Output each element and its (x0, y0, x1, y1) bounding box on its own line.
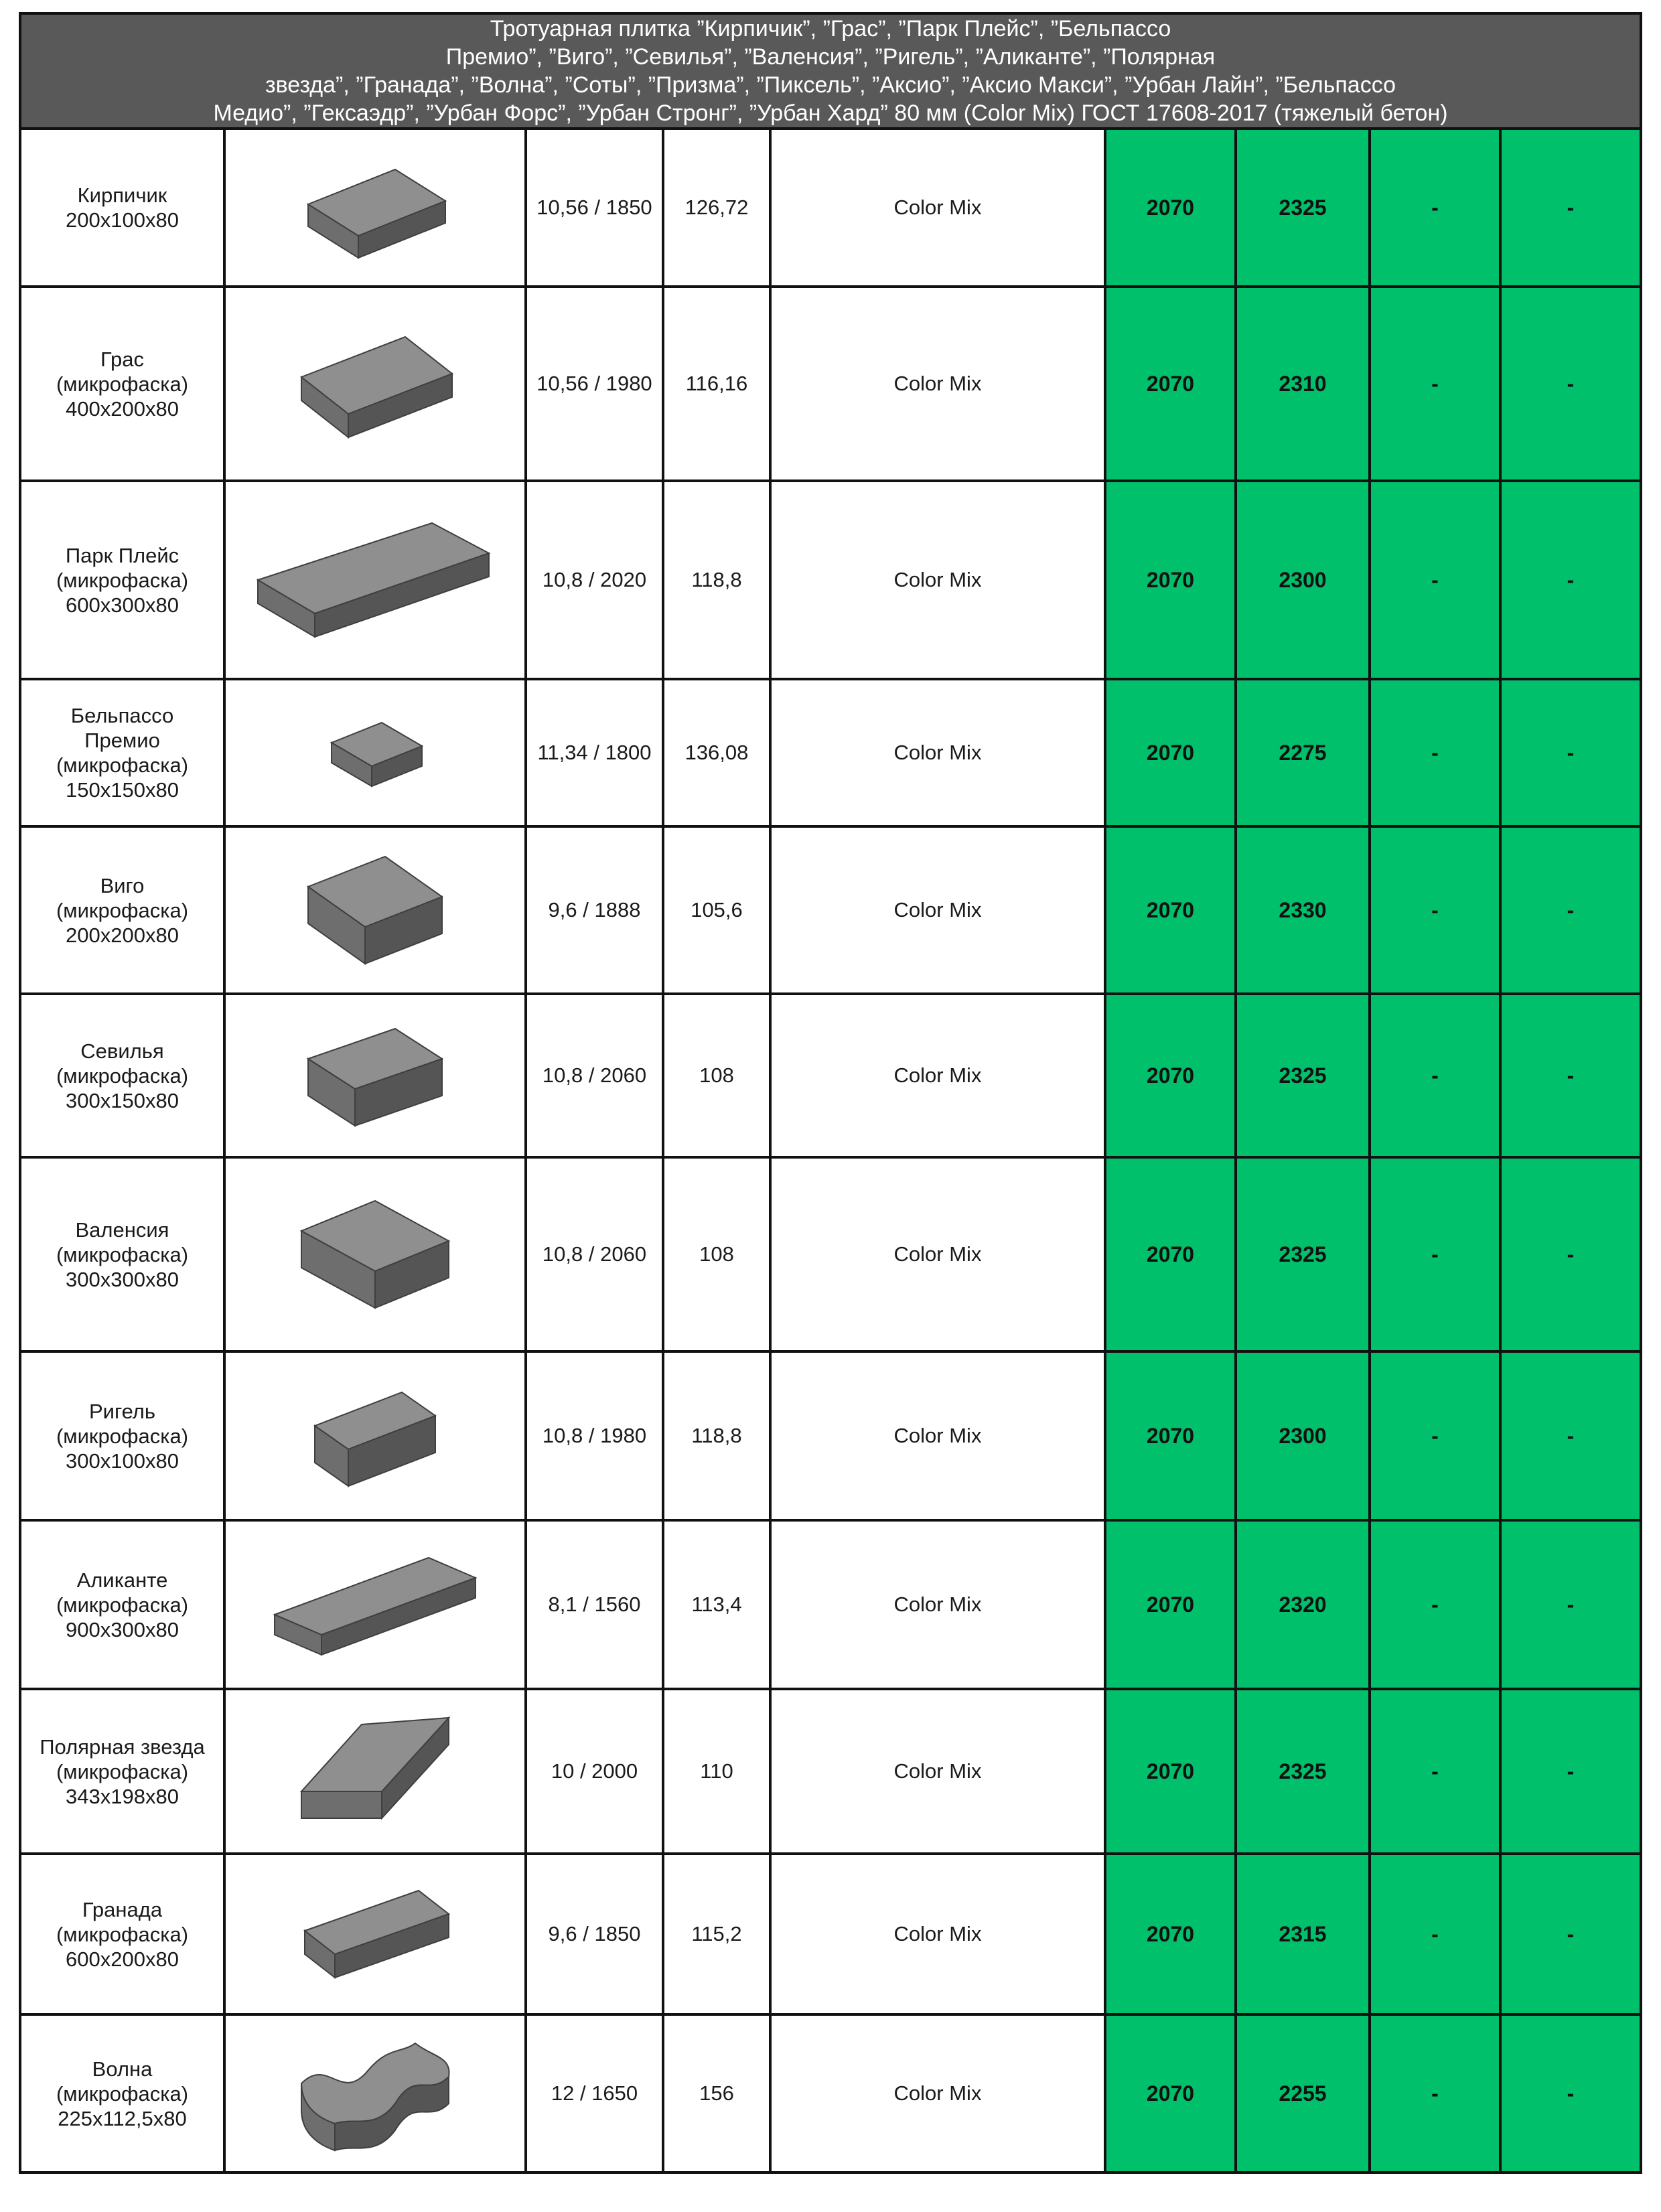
weight-cell: 10,56 / 1850 (526, 129, 663, 287)
product-name-cell (20, 287, 224, 481)
valencia-tile-icon (226, 1187, 524, 1321)
price-cell-1: 2070 (1105, 2014, 1236, 2172)
price-cell-4: - (1500, 1157, 1641, 1351)
table-row (20, 481, 1641, 679)
weight-cell: 10,8 / 2060 (526, 1157, 663, 1351)
product-name-line: 150x150x80 (66, 778, 179, 802)
product-image-cell (224, 826, 526, 994)
price-cell-2: 2315 (1236, 1854, 1370, 2014)
product-image-cell (224, 1351, 526, 1520)
price-cell-4: - (1500, 1854, 1641, 2014)
price-cell-2: 2330 (1236, 826, 1370, 994)
price-cell-3: - (1370, 826, 1500, 994)
product-name-line: (микрофаска) (56, 372, 189, 396)
color-cell: Color Mix (770, 2014, 1105, 2172)
weight-cell: 10,56 / 1980 (526, 287, 663, 481)
price-cell-4: - (1500, 679, 1641, 826)
product-name-cell (20, 1689, 224, 1854)
product-name-line: (микрофаска) (56, 2081, 189, 2106)
product-name-line: Севилья (80, 1039, 164, 1063)
color-cell: Color Mix (770, 679, 1105, 826)
quantity-cell: 108 (663, 1157, 770, 1351)
color-cell: Color Mix (770, 1351, 1105, 1520)
product-name-line: Бельпассо (70, 704, 174, 727)
weight-cell: 10,8 / 2060 (526, 994, 663, 1157)
price-cell-1: 2070 (1105, 1520, 1236, 1689)
title-line: Премио”, ”Виго”, ”Севилья”, ”Валенсия”, ”Ригель”, ”Аликанте”, ”Полярная (445, 44, 1216, 70)
table-row (20, 994, 1641, 1157)
weight-cell: 8,1 / 1560 (526, 1520, 663, 1689)
price-cell-2: 2300 (1236, 481, 1370, 679)
quantity-cell: 108 (663, 994, 770, 1157)
table-row (20, 826, 1641, 994)
product-image-cell (224, 1854, 526, 2014)
product-image-cell (224, 287, 526, 481)
product-name-line: Гранада (82, 1897, 163, 1921)
color-cell: Color Mix (770, 1854, 1105, 2014)
table-row (20, 1854, 1641, 2014)
price-cell-1: 2070 (1105, 1351, 1236, 1520)
price-cell-3: - (1370, 481, 1500, 679)
price-cell-1: 2070 (1105, 826, 1236, 994)
product-name-line: 300x300x80 (66, 1267, 179, 1291)
product-name-cell (20, 1351, 224, 1520)
table-row (20, 2014, 1641, 2172)
product-image-cell (224, 679, 526, 826)
product-name-line: Полярная звезда (40, 1735, 205, 1759)
product-name-line: 400x200x80 (66, 396, 179, 421)
product-name-line: (микрофаска) (56, 1242, 189, 1266)
weight-cell: 10,8 / 1980 (526, 1351, 663, 1520)
product-name-line: (микрофаска) (56, 568, 189, 592)
table-title (20, 13, 1641, 129)
price-cell-1: 2070 (1105, 1689, 1236, 1854)
price-cell-2: 2325 (1236, 1157, 1370, 1351)
table-header-row (20, 13, 1641, 129)
belpasso-tile-icon (226, 706, 524, 800)
table-row (20, 1157, 1641, 1351)
price-cell-2: 2325 (1236, 994, 1370, 1157)
price-cell-2: 2275 (1236, 679, 1370, 826)
table-row (20, 1689, 1641, 1854)
weight-cell: 10 / 2000 (526, 1689, 663, 1854)
price-cell-1: 2070 (1105, 1157, 1236, 1351)
price-cell-3: - (1370, 1351, 1500, 1520)
price-table (19, 12, 1642, 2174)
product-name-cell (20, 129, 224, 287)
gras-tile-icon (226, 320, 524, 447)
color-cell: Color Mix (770, 129, 1105, 287)
quantity-cell: 115,2 (663, 1854, 770, 2014)
price-cell-4: - (1500, 1351, 1641, 1520)
price-cell-1: 2070 (1105, 994, 1236, 1157)
price-cell-3: - (1370, 1157, 1500, 1351)
sevilla-tile-icon (226, 1015, 524, 1136)
table-row (20, 1351, 1641, 1520)
product-name-line: Парк Плейс (65, 543, 179, 567)
price-cell-3: - (1370, 2014, 1500, 2172)
alicante-tile-icon (226, 1548, 524, 1662)
product-name-line: 600x300x80 (66, 593, 179, 617)
weight-cell: 9,6 / 1850 (526, 1854, 663, 2014)
price-cell-1: 2070 (1105, 1854, 1236, 2014)
price-cell-3: - (1370, 1854, 1500, 2014)
title-line: Медио”, ”Гексаэдр”, ”Урбан Форс”, ”Урбан Стронг”, ”Урбан Хард” 80 мм (Color Mix) ГОСТ 17608-2017 (тяжелый бетон) (213, 100, 1448, 126)
product-name-line: 200x100x80 (66, 208, 179, 232)
table-row (20, 1520, 1641, 1689)
vigo-tile-icon (226, 843, 524, 977)
price-cell-4: - (1500, 826, 1641, 994)
price-cell-3: - (1370, 994, 1500, 1157)
price-cell-2: 2325 (1236, 129, 1370, 287)
brick-tile-icon (226, 151, 524, 265)
price-cell-3: - (1370, 287, 1500, 481)
weight-cell: 11,34 / 1800 (526, 679, 663, 826)
color-cell: Color Mix (770, 287, 1105, 481)
color-cell: Color Mix (770, 994, 1105, 1157)
polar-star-tile-icon (226, 1704, 524, 1838)
product-image-cell (224, 1157, 526, 1351)
color-cell: Color Mix (770, 1157, 1105, 1351)
product-name-line: 343x198x80 (66, 1784, 179, 1808)
product-name-line: (микрофаска) (56, 753, 189, 777)
product-name-line: (микрофаска) (56, 1922, 189, 1946)
product-name-line: (микрофаска) (56, 1424, 189, 1448)
price-cell-4: - (1500, 481, 1641, 679)
product-name-cell (20, 1157, 224, 1351)
price-cell-2: 2310 (1236, 287, 1370, 481)
rigel-tile-icon (226, 1376, 524, 1496)
product-name-cell (20, 679, 224, 826)
color-cell: Color Mix (770, 1520, 1105, 1689)
product-name-line: Грас (100, 347, 145, 371)
product-image-cell (224, 129, 526, 287)
price-cell-2: 2255 (1236, 2014, 1370, 2172)
product-image-cell (224, 1520, 526, 1689)
quantity-cell: 113,4 (663, 1520, 770, 1689)
color-cell: Color Mix (770, 1689, 1105, 1854)
product-name-line: Виго (100, 873, 145, 897)
product-name-line: 900x300x80 (66, 1617, 179, 1641)
quantity-cell: 116,16 (663, 287, 770, 481)
price-cell-4: - (1500, 1689, 1641, 1854)
product-name-line: 200x200x80 (66, 923, 179, 947)
weight-cell: 9,6 / 1888 (526, 826, 663, 994)
price-cell-4: - (1500, 287, 1641, 481)
quantity-cell: 156 (663, 2014, 770, 2172)
price-cell-3: - (1370, 679, 1500, 826)
product-image-cell (224, 1689, 526, 1854)
price-cell-4: - (1500, 129, 1641, 287)
product-name-line: (микрофаска) (56, 898, 189, 922)
product-name-line: Аликанте (76, 1568, 168, 1592)
product-name-line: 300x150x80 (66, 1088, 179, 1112)
price-cell-2: 2300 (1236, 1351, 1370, 1520)
product-name-cell (20, 481, 224, 679)
product-image-cell (224, 2014, 526, 2172)
product-name-cell (20, 1854, 224, 2014)
quantity-cell: 118,8 (663, 481, 770, 679)
product-name-line: 600x200x80 (66, 1947, 179, 1971)
table-row (20, 287, 1641, 481)
price-cell-3: - (1370, 1520, 1500, 1689)
product-name-line: Премио (84, 729, 160, 752)
park-place-tile-icon (226, 513, 524, 647)
product-name-line: (микрофаска) (56, 1063, 189, 1088)
quantity-cell: 136,08 (663, 679, 770, 826)
price-cell-1: 2070 (1105, 481, 1236, 679)
color-cell: Color Mix (770, 481, 1105, 679)
price-cell-4: - (1500, 1520, 1641, 1689)
price-cell-4: - (1500, 994, 1641, 1157)
product-name-line: (микрофаска) (56, 1759, 189, 1783)
wave-tile-icon (226, 2030, 524, 2157)
quantity-cell: 126,72 (663, 129, 770, 287)
product-name-cell (20, 2014, 224, 2172)
price-cell-3: - (1370, 129, 1500, 287)
title-line: звезда”, ”Гранада”, ”Волна”, ”Соты”, ”Призма”, ”Пиксель”, ”Аксио”, ”Аксио Макси”, ”Урбан Лайн”, ”Бельпассо (265, 72, 1396, 98)
product-name-line: (микрофаска) (56, 1593, 189, 1617)
price-cell-1: 2070 (1105, 129, 1236, 287)
product-name-line: 225x112,5x80 (58, 2106, 187, 2130)
title-line: Тротуарная плитка ”Кирпичик”, ”Грас”, ”Парк Плейс”, ”Бельпассо (490, 16, 1171, 42)
product-name-cell (20, 1520, 224, 1689)
price-cell-2: 2325 (1236, 1689, 1370, 1854)
product-name-cell (20, 826, 224, 994)
price-cell-1: 2070 (1105, 679, 1236, 826)
product-name-line: Кирпичик (77, 183, 167, 207)
price-cell-4: - (1500, 2014, 1641, 2172)
product-name-line: Волна (92, 2057, 153, 2081)
product-image-cell (224, 481, 526, 679)
product-name-line: Ригель (88, 1399, 156, 1423)
quantity-cell: 110 (663, 1689, 770, 1854)
weight-cell: 10,8 / 2020 (526, 481, 663, 679)
price-cell-2: 2320 (1236, 1520, 1370, 1689)
table-row (20, 129, 1641, 287)
quantity-cell: 118,8 (663, 1351, 770, 1520)
price-cell-3: - (1370, 1689, 1500, 1854)
table-row (20, 679, 1641, 826)
weight-cell: 12 / 1650 (526, 2014, 663, 2172)
granada-tile-icon (226, 1877, 524, 1991)
product-image-cell (224, 994, 526, 1157)
price-cell-1: 2070 (1105, 287, 1236, 481)
product-name-line: 300x100x80 (66, 1449, 179, 1473)
quantity-cell: 105,6 (663, 826, 770, 994)
product-name-cell (20, 994, 224, 1157)
product-name-line: Валенсия (75, 1218, 169, 1242)
color-cell: Color Mix (770, 826, 1105, 994)
